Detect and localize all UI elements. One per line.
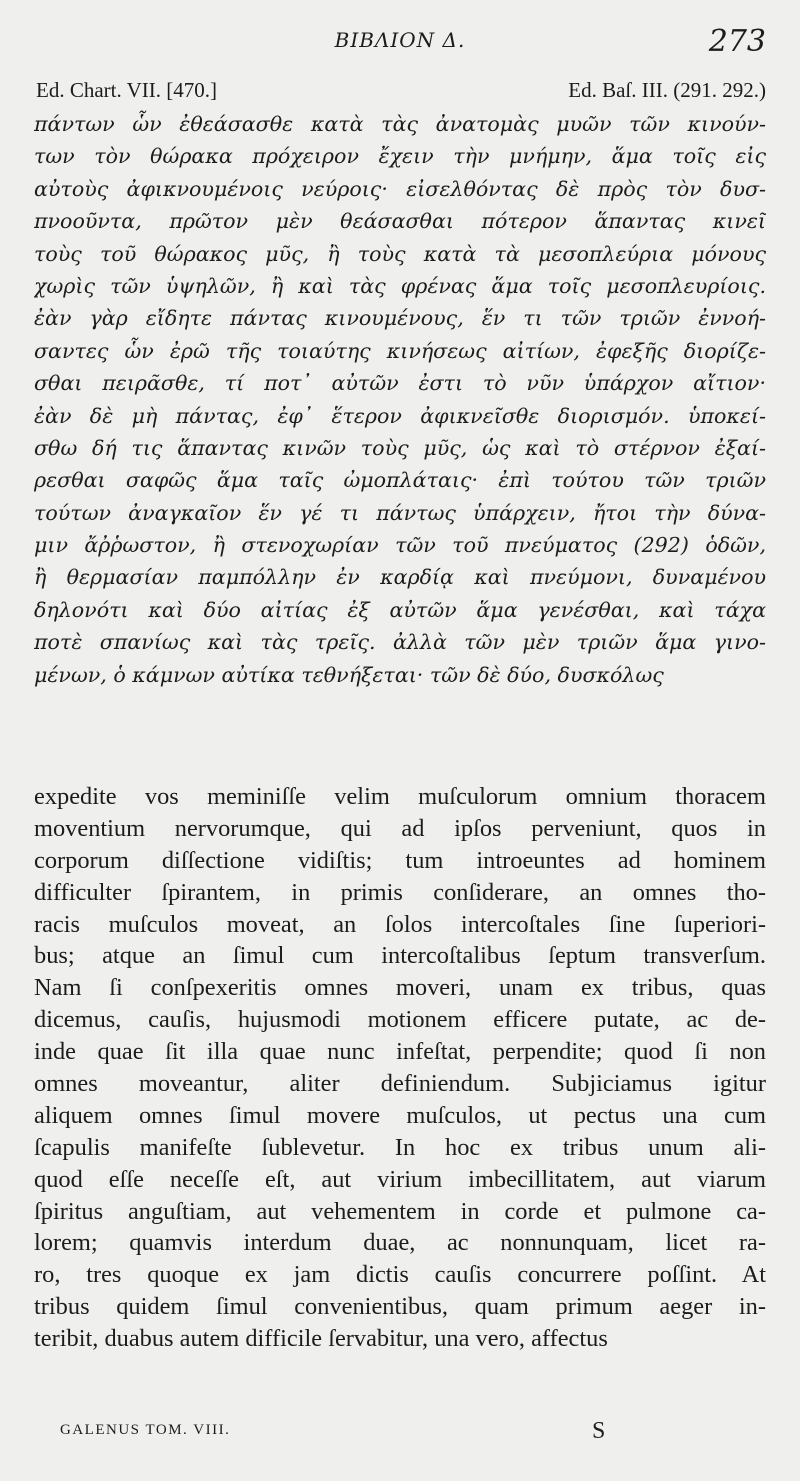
latin-line: bus; atque an ſimul cum intercoſtalibus ſeptum transverſum. xyxy=(34,942,766,970)
footer-signature: GALENUS TOM. VIII. xyxy=(60,1422,231,1438)
greek-line: σθω δή τις ἅπαντας κινῶν τοὺς μῦς, ὡς καὶ τὸ στέρνον ἐξαί- xyxy=(34,435,766,460)
greek-line: τούτων ἀναγκαῖον ἕν γέ τι πάντως ὑπάρχειν, ἤτοι τὴν δύνα- xyxy=(34,500,766,525)
latin-line: dicemus, cauſis, hujusmodi motionem efficere putate, ac de- xyxy=(34,1006,766,1034)
latin-line: aliquem omnes ſimul movere muſculos, ut pectus una cum xyxy=(34,1101,766,1129)
latin-line: inde quae ſit illa quae nunc infeſtat, perpendite; quod ſi non xyxy=(34,1038,766,1066)
greek-line: πάντων ὧν ἐθεάσασθε κατὰ τὰς ἀνατομὰς μυῶν τῶν κινούν- xyxy=(34,112,766,136)
latin-line: ro, tres quoque ex jam dictis cauſis concurrere poſſint. At xyxy=(34,1261,766,1289)
greek-line: ρεσθαι σαφῶς ἅμα ταῖς ὠμοπλάταις· ἐπὶ τούτου τῶν τριῶν xyxy=(34,468,766,493)
latin-line: difficulter ſpirantem, in primis conſiderare, an omnes tho- xyxy=(34,878,766,906)
greek-line: αὐτοὺς ἀφικνουμένοις νεύροις· εἰσελθόντας δὲ πρὸς τὸν δυσ- xyxy=(34,176,766,201)
edition-reference-right: Ed. Baſ. III. (291. 292.) xyxy=(568,78,766,102)
latin-text-block xyxy=(34,781,766,1355)
greek-line: τοὺς τοῦ θώρακος μῦς, ἢ τοὺς κατὰ τὰ μεσοπλεύρια μόνους xyxy=(34,241,766,266)
greek-line: των τὸν θώρακα πρόχειρον ἔχειν τὴν μνήμην, ἅμα τοῖς εἰς xyxy=(34,144,766,169)
latin-line: tribus quidem ſimul convenientibus, quam primum aeger in- xyxy=(34,1293,766,1321)
edition-reference-line xyxy=(36,78,766,108)
greek-line: δηλονότι καὶ δύο αἰτίας ἐξ αὐτῶν ἅμα γενέσθαι, καὶ τάχα xyxy=(34,597,766,622)
greek-line: μιν ἄῤῥωστον, ἢ στενοχωρίαν τῶν τοῦ πνεύματος (292) ὁδῶν, xyxy=(34,533,766,558)
latin-line: corporum diſſectione vidiſtis; tum introeuntes ad hominem xyxy=(34,846,766,874)
latin-line: ſpiritus anguſtiam, aut vehementem in corde et pulmone ca- xyxy=(34,1197,766,1225)
greek-line: ποτὲ σπανίως καὶ τὰς τρεῖς. ἀλλὰ τῶν μὲν τριῶν ἅμα γινο- xyxy=(34,630,766,655)
latin-line: moventium nervorumque, qui ad ipſos perveniunt, quos in xyxy=(34,814,766,842)
latin-line: ſcapulis manifeſte ſublevetur. In hoc ex tribus unum ali- xyxy=(34,1133,766,1161)
latin-line: expedite vos meminiſſe velim muſculorum omnium thoracem xyxy=(34,783,766,810)
edition-reference-left: Ed. Chart. VII. [470.] xyxy=(36,78,217,102)
greek-text-block xyxy=(34,108,766,691)
latin-line: omnes moveantur, aliter definiendum. Subjiciamus igitur xyxy=(34,1070,766,1098)
greek-line: πνοοῦντα, πρῶτον μὲν θεάσασθαι πότερον ἅπαντας κινεῖ xyxy=(34,209,766,234)
greek-line: ἐὰν δὲ μὴ πάντας, ἐφ᾽ ἕτερον ἀφικνεῖσθε διορισμόν. ὑποκεί- xyxy=(34,403,766,428)
running-head: BIBΛION Δ. xyxy=(334,28,466,52)
latin-line: lorem; quamvis interdum duae, ac nonnunquam, licet ra- xyxy=(34,1229,766,1257)
latin-line: racis muſculos moveat, an ſolos intercoſtales ſine ſuperiori- xyxy=(34,910,766,938)
greek-line: χωρὶς τῶν ὑψηλῶν, ἢ καὶ τὰς φρένας ἅμα τοῖς μεσοπλευρίοις. xyxy=(34,273,766,298)
greek-line: μένων, ὁ κάμνων αὐτίκα τεθνήξεται· τῶν δὲ δύο, δυσκόλως xyxy=(34,662,664,687)
page-number: 273 xyxy=(708,24,766,59)
latin-line: teribit, duabus autem difficile ſervabitur, una vero, affectus xyxy=(34,1325,608,1353)
greek-line: ἢ θερμασίαν παμπόλλην ἐν καρδίᾳ καὶ πνεύμονι, δυναμένου xyxy=(34,565,766,590)
greek-line: ἐὰν γὰρ εἴδητε πάντας κινουμένους, ἕν τι τῶν τριῶν ἐννοή- xyxy=(34,306,766,331)
latin-line: Nam ſi conſpexeritis omnes moveri, unam ex tribus, quas xyxy=(34,974,766,1002)
latin-line: quod eſſe neceſſe eſt, aut virium imbecillitatem, aut viarum xyxy=(34,1165,766,1193)
greek-line: σθαι πειρᾶσθε, τί ποτ᾽ αὐτῶν ἐστι τὸ νῦν ὑπάρχον αἴτιον· xyxy=(34,371,766,396)
footer-signature-mark: S xyxy=(592,1418,606,1444)
greek-line: σαντες ὧν ἐρῶ τῆς τοιαύτης κινήσεως αἰτίων, ἐφεξῆς διορίζε- xyxy=(34,338,766,363)
